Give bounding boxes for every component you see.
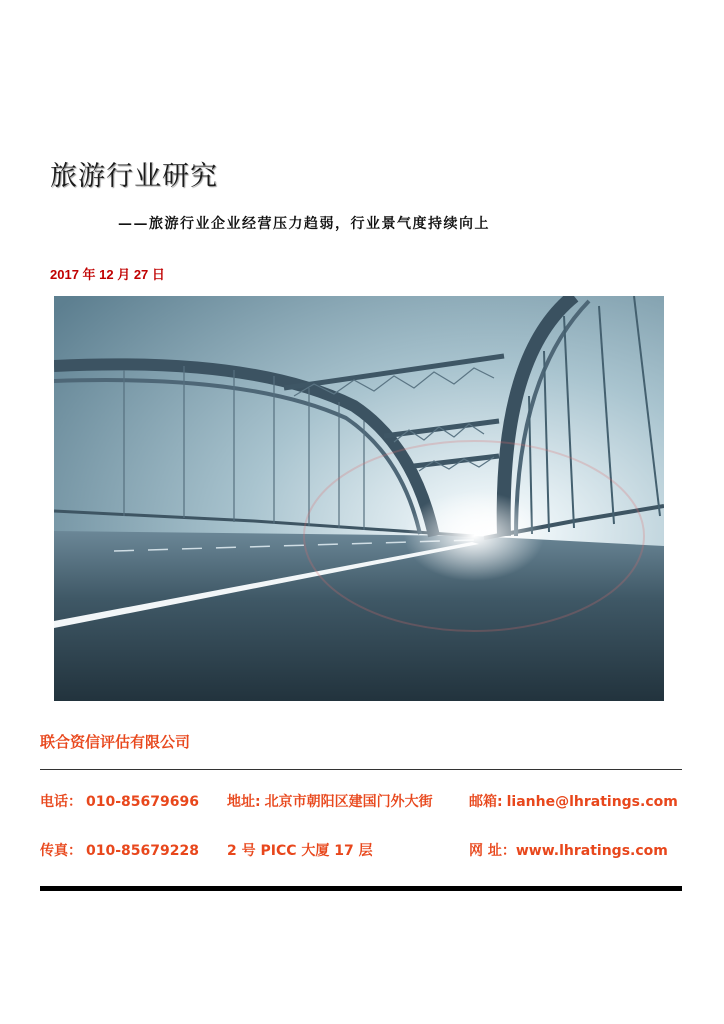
fax-label: 传真： [40, 843, 82, 859]
address-label: 地址: [227, 794, 261, 810]
fax-value: 010-85679228 [86, 843, 199, 859]
phone-label: 电话： [40, 794, 82, 810]
cover-bridge-image [54, 296, 664, 701]
page-title: 旅游行业研究 [50, 161, 218, 192]
email-link[interactable]: lianhe@lhratings.com [506, 794, 678, 810]
phone-value: 010-85679696 [86, 794, 199, 810]
web-label: 网 址： [469, 843, 516, 859]
bridge-photo-icon [54, 296, 664, 701]
address-row [227, 791, 433, 811]
page-subtitle: ——旅游行业企业经营压力趋弱，行业景气度持续向上 [118, 216, 490, 232]
divider-bottom [40, 886, 682, 891]
web-row [469, 840, 668, 860]
divider-top [40, 769, 682, 770]
report-date: 2017 年 12 月 27 日 [50, 267, 165, 282]
address-line2: 2 号 PICC 大厦 17 层 [227, 843, 373, 859]
phone-row [40, 791, 199, 811]
address-line1: 北京市朝阳区建国门外大街 [264, 794, 433, 810]
email-label: 邮箱: [469, 794, 503, 810]
fax-row [40, 840, 199, 860]
web-link[interactable]: www.lhratings.com [515, 843, 668, 859]
email-row [469, 791, 678, 811]
company-name: 联合资信评估有限公司 [40, 733, 191, 751]
